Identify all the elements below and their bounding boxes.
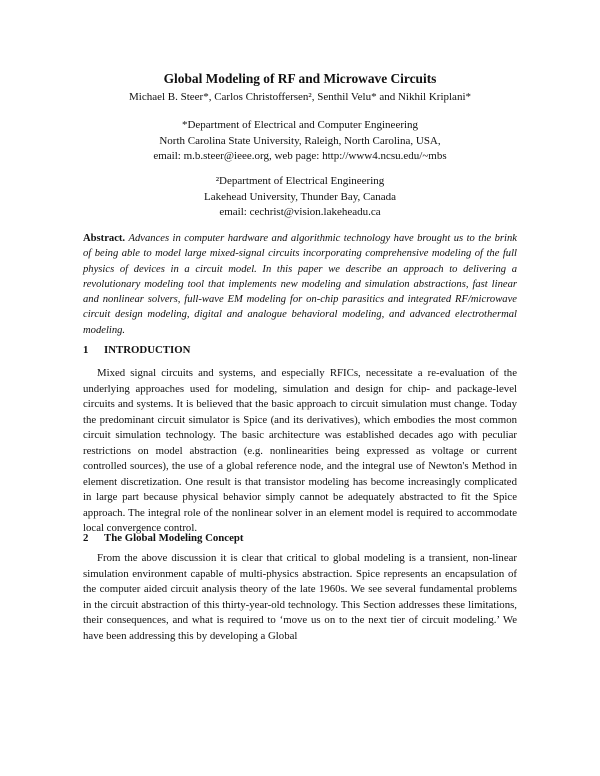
section-body-introduction: Mixed signal circuits and systems, and especially RFICs, necessitate a re-evaluation of the underlying approaches used for modeling, simulation and design for chip- and package-level circuits and systems. It is believed that the basic approach to circuit simulation must change. Today the predominant circuit simulator is Spice (and its derivatives), which embodies the most common circuit simulation technology. The basic architecture was established decades ago with peculiar restrictions on model abstraction (e.g. nonlinearities being expressed as voltage or current controlled sources), the use of a global reference node, and the integral use of Newton's Method in element discretization. One result is that transistor modeling has become increasingly complicated in large part because physical behavior simply cannot be adequately abstracted to fit the Spice approach. The integral role of the nonlinear solver in an element model is required to accommodate local convergence control.	[83, 367, 517, 535]
author-list: Michael B. Steer*, Carlos Christoffersen², Senthil Velu* and Nikhil Kriplani*	[128, 91, 471, 103]
abstract-text: Advances in computer hardware and algorithmic technology have brought us to the brink of being able to model large mixed-signal circuits incorporating comprehensive modeling of the full physics of devices in a circuit model. In this paper we describe an approach to delivering a revolutionary modeling tool that implements new modeling and simulation abstractions, fast linear and nonlinear solvers, full-wave EM modeling for on-chip parasitics and integrated RF/microwave circuit design modeling, digital and analogue behavioral modeling, and advanced electrothermal modeling.	[83, 233, 517, 336]
affiliation-lakehead-contact: email: cechrist@vision.lakeheadu.ca	[219, 206, 381, 219]
affiliation-lakehead-university: Lakehead University, Thunder Bay, Canada	[203, 190, 397, 203]
affiliation-lakehead	[0, 174, 600, 221]
affiliation-ncsu-contact: email: m.b.steer@ieee.org, web page: http://www4.ncsu.edu/~mbs	[153, 150, 447, 163]
section-heading-global-modeling	[83, 531, 517, 545]
abstract-label: Abstract.	[83, 233, 126, 244]
section-heading-introduction	[83, 343, 517, 357]
section-title: The Global Modeling Concept	[104, 532, 244, 544]
affiliation-ncsu-university: North Carolina State University, Raleigh, North Carolina, USA,	[159, 134, 441, 147]
affiliation-lakehead-department: ²Department of Electrical Engineering	[215, 175, 385, 187]
section-number: 2	[83, 532, 89, 544]
section-title: INTRODUCTION	[104, 344, 191, 356]
paper-title: Global Modeling of RF and Microwave Circuits	[163, 71, 437, 86]
abstract	[83, 231, 517, 338]
affiliation-ncsu	[0, 118, 600, 165]
section-body-global-modeling: From the above discussion it is clear that critical to global modeling is a transient, non-linear simulation environment capable of multi-physics abstraction. Spice represents an encapsulation of the computer aided circuit analysis theory of the late 1960s. We see several fundamental problems in the circuit abstraction of this thirty-year-old technology. This Section addresses these limitations, their consequences, and what is required to ‘move us on to the next tier of circuit modeling.’ We have been addressing this by developing a Global	[83, 552, 517, 642]
section-number: 1	[83, 344, 89, 356]
affiliation-ncsu-department: *Department of Electrical and Computer Engineering	[181, 119, 419, 131]
